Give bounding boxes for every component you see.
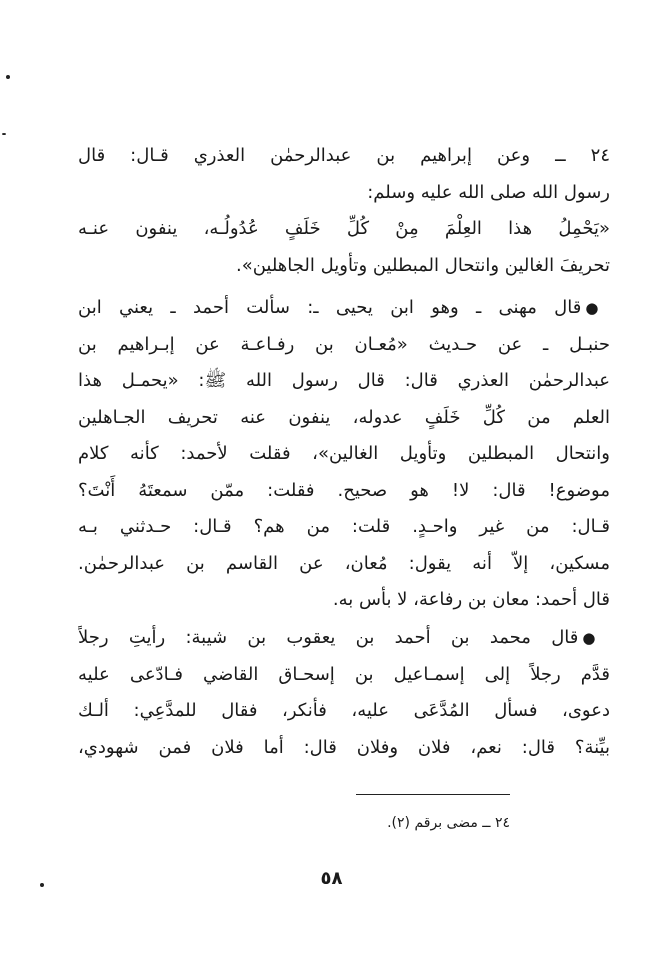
paragraph-line: قـال: من غير واحـدٍ. قلت: من هم؟ قـال: حـدثني بـه: [78, 516, 610, 537]
paragraph-line: العلم من كُلِّ خَلَفٍ عدوله، ينفون عنه تحريف الجـاهلين: [78, 406, 610, 428]
paragraph-line: [78, 290, 610, 327]
paragraph-line: موضوع! قال: لا! هو صحيح. فقلت: ممّن سمعتَهُ أَنْتَ؟: [78, 479, 610, 501]
hadith-24-paragraph: [78, 138, 610, 284]
paragraph-line: تحريفَ الغالين وانتحال المبطلين وتأويل الجاهلين».: [235, 254, 610, 276]
paragraph-line: رسول الله صلى الله عليه وسلم:: [367, 181, 610, 203]
paragraph-line-text: قال محمد بن أحمد بن يعقوب بن شيبة: رأيتِ رجلاً: [78, 627, 579, 648]
page-number: ٥٨: [320, 868, 343, 889]
scan-speck: [6, 75, 10, 79]
scan-speck: [2, 133, 6, 135]
paragraph-line: حنبـل ـ عن حـديث «مُعـان بن رفـاعـة عن إبـراهيم بن: [78, 333, 610, 355]
bullet-icon: ●: [585, 299, 610, 317]
footnote: ٢٤ ــ مضى برقم (٢).: [387, 815, 510, 831]
paragraph-line: وانتحال المبطلين وتأويل الغالين»، فقلت لأحمد: كأنه كلام: [78, 443, 610, 464]
scan-speck: [40, 883, 44, 887]
paragraph-line: «يَحْمِلُ هذا العِلْمَ مِنْ كُلِّ خَلَفٍ عُدُولُـه، ينفون عنـه: [78, 218, 610, 239]
paragraph-line: مسكين، إلاّ أنه يقول: مُعان، عن القاسم بن عبدالرحمٰن.: [78, 552, 610, 574]
paragraph-line-text: قال مهنى ـ وهو ابن يحيى ـ: سألت أحمد ـ يعني ابن: [78, 297, 582, 318]
paragraph-line: بيِّنة؟ قال: نعم، فلان وفلان قال: أما فلان فمن شهودي،: [78, 736, 610, 758]
bullet-icon: ●: [582, 629, 610, 647]
muhammad-paragraph: [78, 620, 610, 766]
muhanna-paragraph: [78, 290, 610, 619]
paragraph-line: ٢٤ ــ وعن إبراهيم بن عبدالرحمٰن العذري قـال: قال: [78, 145, 610, 166]
paragraph-line: قال أحمد: معان بن رفاعة، لا بأس به.: [332, 589, 610, 610]
paragraph-line: قدَّم رجلاً إلى إسمـاعيل بن إسحـاق القاضي فـادّعى عليه: [78, 663, 610, 685]
paragraph-line: دعوى، فسأل المُدَّعَى عليه، فأنكر، فقال للمدَّعِي: ألـك: [78, 700, 610, 721]
paragraph-line: [78, 620, 610, 657]
paragraph-line: عبدالرحمٰن العذري قال: قال رسول الله ﷺ: «يحمـل هذا: [78, 370, 610, 391]
footnote-divider: [356, 794, 510, 795]
